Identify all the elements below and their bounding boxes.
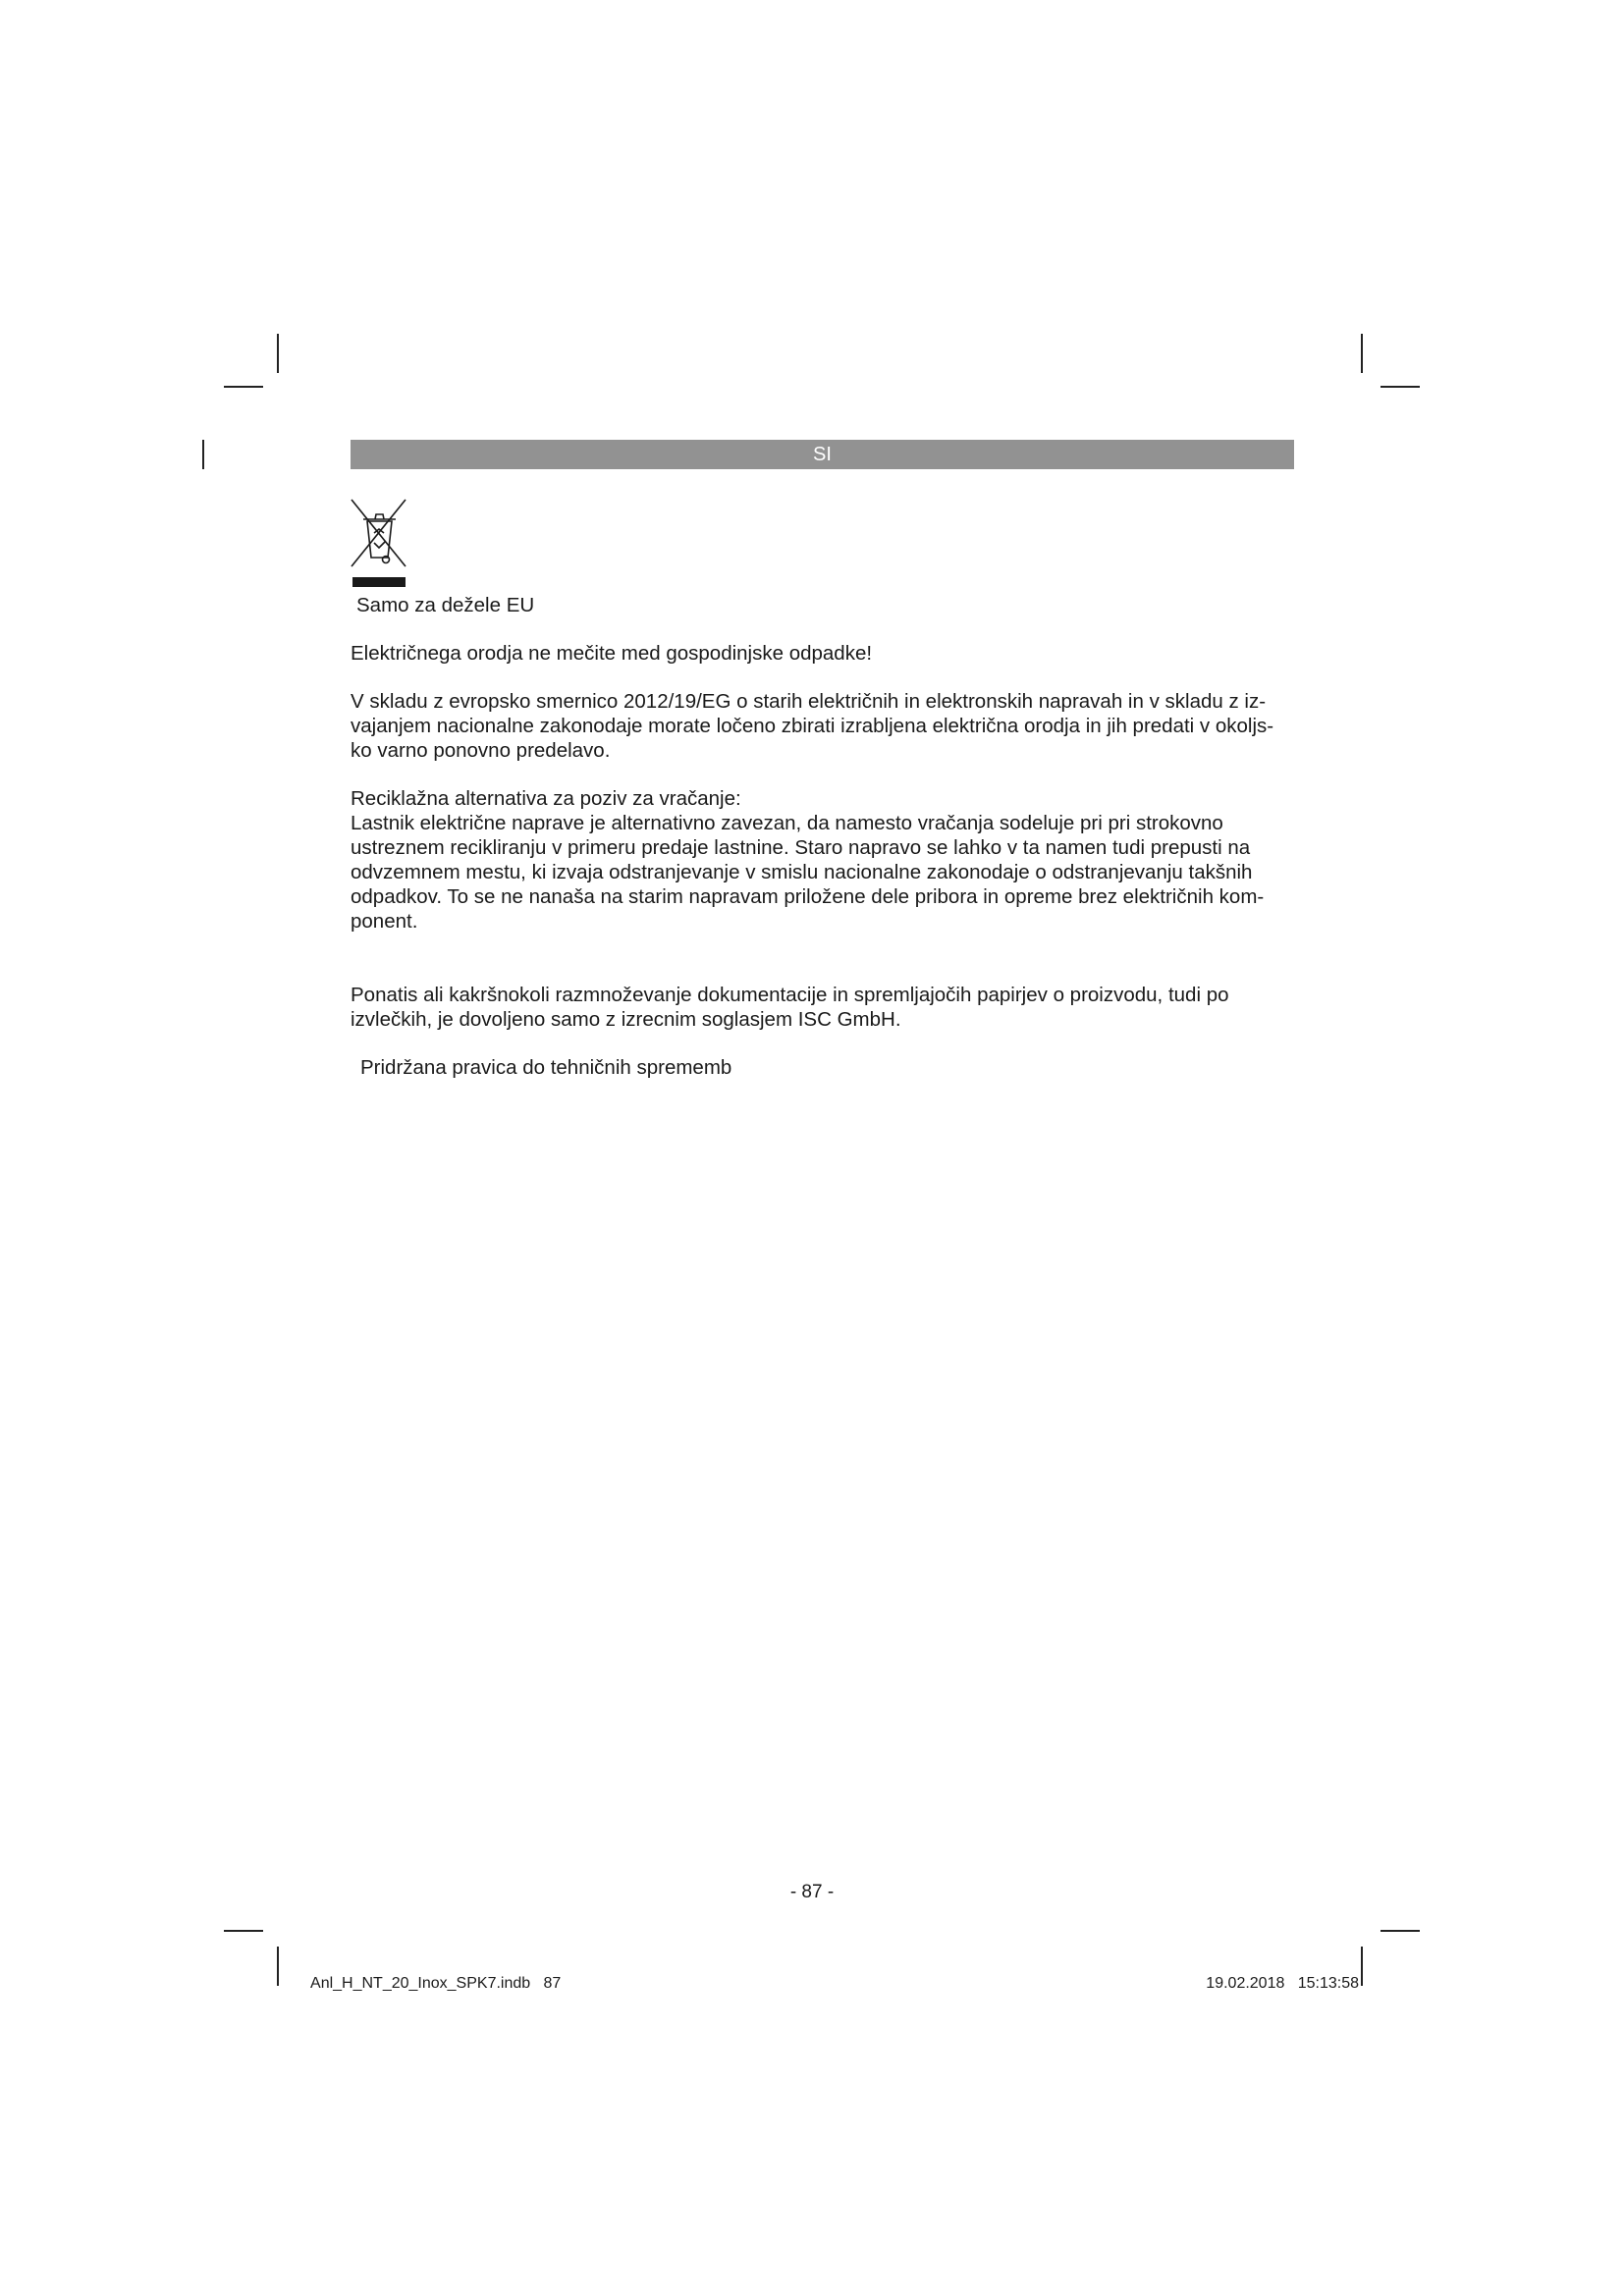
crop-mark-bottom-right-horizontal	[1380, 1930, 1420, 1932]
copyright-line: Ponatis ali kakršnokoli razmnoževanje dokumentacije in spremljajočih papirjev o proizvodu, tudi po	[351, 984, 1229, 1006]
recycling-line: odpadkov. To se ne nanaša na starim napravam priložene dele pribora in opreme brez električnih kom-	[351, 885, 1265, 908]
recycling-line: ponent.	[351, 910, 418, 933]
eu-only-note: Samo za dežele EU	[356, 594, 535, 616]
crop-mark-bottom-left-vertical	[277, 1947, 279, 1986]
directive-line: V skladu z evropsko smernico 2012/19/EG o starih električnih in elektronskih napravah in v skladu z iz-	[351, 690, 1267, 713]
directive-paragraph	[351, 689, 1298, 763]
copyright-line: izvlečkih, je dovoljeno samo z izrecnim soglasjem ISC GmbH.	[351, 1008, 901, 1031]
timestamp-text: 19.02.2018 15:13:58	[1206, 1975, 1359, 1992]
language-header-bar	[351, 440, 1294, 469]
recycling-line: Lastnik električne naprave je alternativno zavezan, da namesto vračanja sodeluje pri pri strokovno	[351, 812, 1223, 834]
directive-line: ko varno ponovno predelavo.	[351, 739, 611, 762]
footer-timestamp	[1197, 1957, 1359, 1993]
directive-line: vajanjem nacionalne zakonodaje morate ločeno zbirati izrabljena električna orodja in jih predati v okoljs-	[351, 715, 1274, 737]
disposal-notice-content	[351, 593, 1298, 1080]
file-info-text: Anl_H_NT_20_Inox_SPK7.indb 87	[310, 1975, 562, 1992]
crop-mark-top-left-vertical	[277, 334, 279, 373]
recycling-line: ustreznem recikliranju v primeru predaje lastnine. Staro napravo se lahko v ta namen tudi prepusti na	[351, 836, 1251, 859]
recycling-line: odvzemnem mestu, ki izvaja odstranjevanje v smislu nacionalne zakonodaje o odstranjevanju takšnih	[351, 861, 1253, 883]
recycling-title: Reciklažna alternativa za poziv za vračanje:	[351, 787, 741, 810]
technical-changes-note: Pridržana pravica do tehničnih sprememb	[360, 1056, 732, 1079]
recycling-paragraph	[351, 811, 1298, 934]
crop-mark-top-right-horizontal	[1380, 386, 1420, 388]
crop-mark-top-left-horizontal	[224, 386, 263, 388]
crossed-out-wheelie-bin-icon	[349, 496, 409, 589]
crop-mark-top-right-vertical	[1361, 334, 1363, 373]
crop-mark-left-margin	[202, 440, 204, 469]
language-code: SI	[813, 444, 832, 465]
disposal-warning: Električnega orodja ne mečite med gospodinjske odpadke!	[351, 642, 873, 665]
footer-file-info	[302, 1957, 561, 1993]
copyright-paragraph	[351, 983, 1298, 1032]
crop-mark-bottom-left-horizontal	[224, 1930, 263, 1932]
page-number: - 87 -	[789, 1882, 835, 1902]
crop-mark-bottom-right-vertical	[1361, 1947, 1363, 1986]
